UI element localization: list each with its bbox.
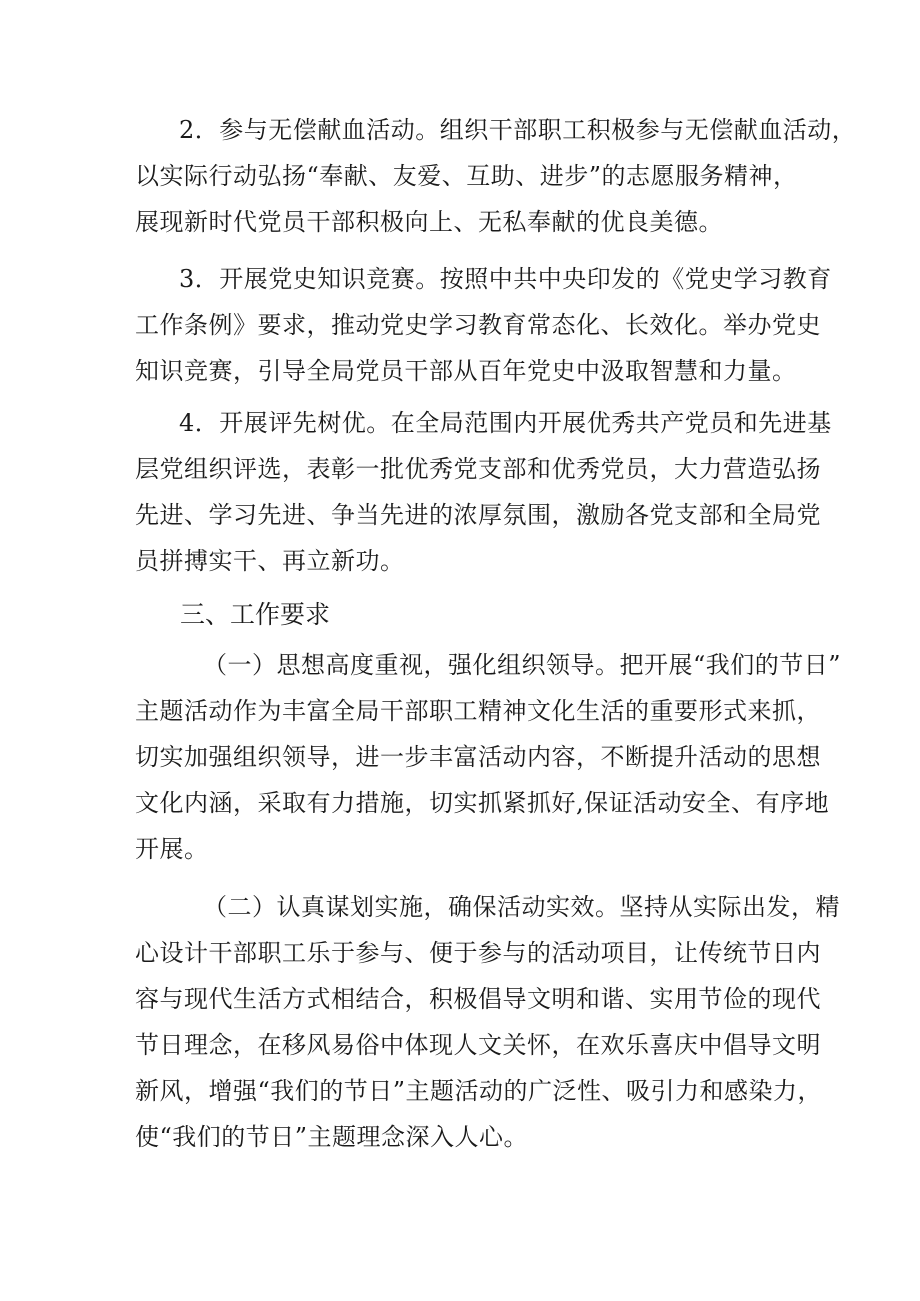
text-line: 主题活动作为丰富全局干部职工精神文化生活的重要形式来抓， bbox=[135, 697, 821, 725]
text-line: 展现新时代党员干部积极向上、无私奉献的优良美德。 bbox=[135, 208, 723, 236]
text-line: 开展。 bbox=[135, 835, 209, 863]
text-line: 文化内涵，采取有力措施，切实抓紧抓好,保证活动安全、有序地 bbox=[135, 789, 830, 817]
text-line: （二）认真谋划实施，确保活动实效。坚持从实际出发，精 bbox=[203, 893, 840, 921]
paragraph-2-blood-donation bbox=[135, 107, 857, 245]
text-line: 以实际行动弘扬“奉献、友爱、互助、进步”的志愿服务精神， bbox=[135, 162, 798, 190]
text-line: （一）思想高度重视，强化组织领导。把开展“我们的节日” bbox=[203, 651, 842, 679]
text-line: 容与现代生活方式相结合，积极倡导文明和谐、实用节俭的现代 bbox=[135, 985, 821, 1013]
text-line: 新风，增强“我们的节日”主题活动的广泛性、吸引力和感染力， bbox=[135, 1077, 823, 1105]
text-line: 节日理念，在移风易俗中体现人文关怀，在欢乐喜庆中倡导文明 bbox=[135, 1031, 821, 1059]
text-line: 工作条例》要求，推动党史学习教育常态化、长效化。举办党史 bbox=[135, 311, 821, 339]
text-line: 4．开展评先树优。在全局范围内开展优秀共产党员和先进基 bbox=[179, 409, 832, 437]
text-line: 知识竞赛，引导全局党员干部从百年党史中汲取智慧和力量。 bbox=[135, 357, 797, 385]
text-line: 心设计干部职工乐于参与、便于参与的活动项目，让传统节日内 bbox=[135, 939, 821, 967]
text-line: 2．参与无偿献血活动。组织干部职工积极参与无偿献血活动， bbox=[179, 116, 857, 144]
text-line: 先进、学习先进、争当先进的浓厚氛围，激励各党支部和全局党 bbox=[135, 501, 821, 529]
paragraph-3-party-history-contest bbox=[135, 256, 832, 394]
paragraph-4-awards bbox=[135, 400, 832, 584]
text-line: 3．开展党史知识竞赛。按照中共中央印发的《党史学习教育 bbox=[179, 265, 832, 293]
paragraph-requirement-1 bbox=[135, 642, 842, 872]
text-line: 层党组织评选，表彰一批优秀党支部和优秀党员，大力营造弘扬 bbox=[135, 455, 821, 483]
section-heading-work-requirements: 三、工作要求 bbox=[180, 600, 331, 629]
text-line: 员拼搏实干、再立新功。 bbox=[135, 547, 405, 575]
text-line: 切实加强组织领导，进一步丰富活动内容，不断提升活动的思想 bbox=[135, 743, 821, 771]
paragraph-requirement-2 bbox=[135, 884, 840, 1160]
text-line: 使“我们的节日”主题理念深入人心。 bbox=[135, 1123, 529, 1151]
